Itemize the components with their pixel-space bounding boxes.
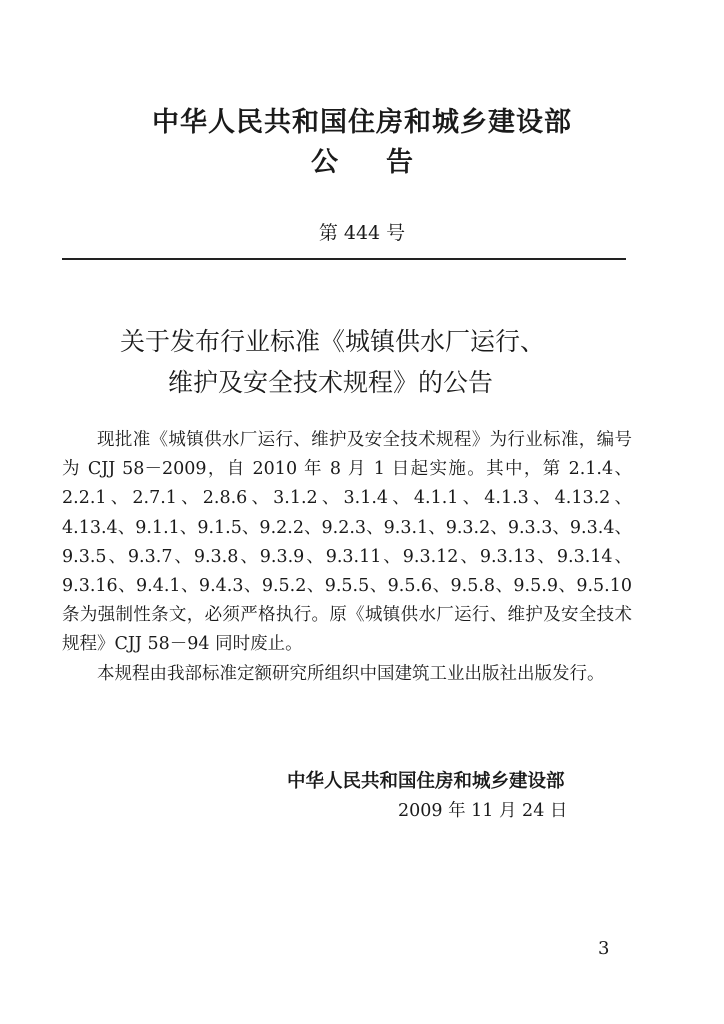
announcement-heading: 公告 — [311, 147, 461, 178]
signature-organization: 中华人民共和国住房和城乡建设部 — [287, 771, 565, 792]
document-title-line-2: 维护及安全技术规程》的公告 — [168, 368, 494, 397]
body-paragraph-2: 本规程由我部标准定额研究所组织中国建筑工业出版社出版发行。 — [97, 663, 605, 684]
ministry-name: 中华人民共和国住房和城乡建设部 — [152, 107, 572, 138]
body-text — [62, 426, 632, 689]
announcement-number: 第 444 号 — [318, 222, 406, 244]
signature-date: 2009 年 11 月 24 日 — [398, 801, 568, 821]
body-paragraph-1: 现批准《城镇供水厂运行、维护及安全技术规程》为行业标准，编号为 CJJ 58－2009，自 2010 年 8 月 1 日起实施。其中，第 2.1.4、2.2.1、2.7.1、2.8.6、3.1.2、3.1.4、4.1.1、4.1.3、4.13.2、4.13.4、9.1.1、9.1.5、9.2.2、9.2.3、9.3.1、9.3.2、9.3.3、9.3.4、9.3.5、9.3.7、9.3.8、9.3.9、9.3.11、9.3.12、9.3.13、9.3.14、9.3.16、9.4.1、9.4.3、9.5.2、9.5.5、9.5.6、9.5.8、9.5.9、9.5.10 条为强制性条文，必须严格执行。原《城镇供水厂运行、维护及安全技术规程》CJJ 58－94 同时废止。 — [62, 430, 632, 655]
document-title-line-1: 关于发布行业标准《城镇供水厂运行、 — [120, 327, 546, 356]
divider-line — [62, 258, 626, 260]
page-number: 3 — [598, 938, 610, 959]
